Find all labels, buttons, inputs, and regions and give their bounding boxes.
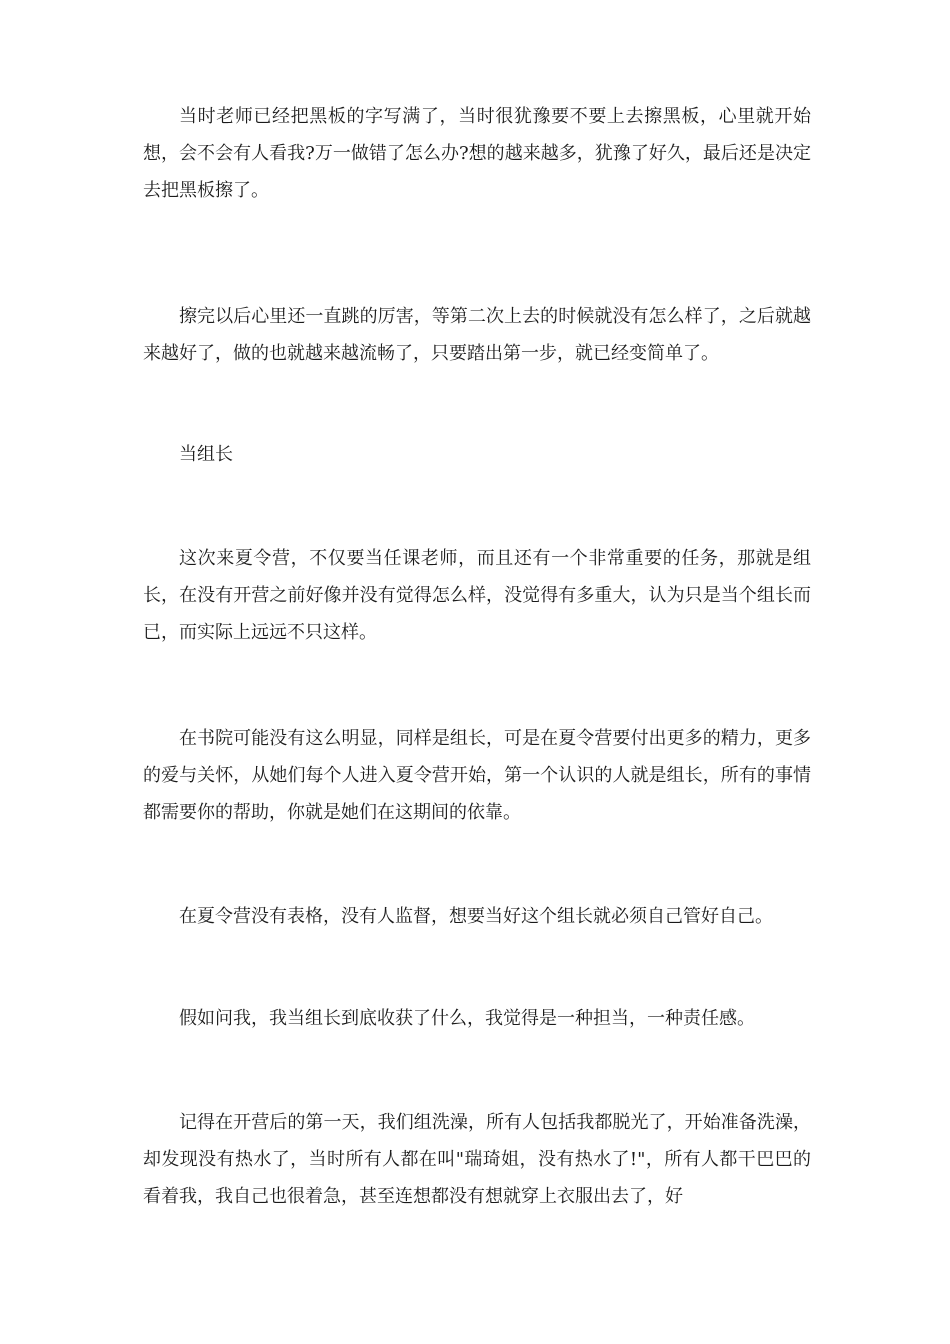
paragraph-self-management: 在夏令营没有表格，没有人监督，想要当好这个组长就必须自己管好自己。 [179,906,773,927]
paragraph-responsibility: 假如问我，我当组长到底收获了什么，我觉得是一种担当，一种责任感。 [179,1008,755,1029]
section-heading-group-leader: 当组长 [179,444,233,465]
paragraph-after-erasing: 擦完以后心里还一直跳的厉害，等第二次上去的时候就没有怎么样了，之后就越来越好了，做的也就越来越流畅了，只要踏出第一步，就已经变简单了。 [143,306,811,364]
paragraph-more-care: 在书院可能没有这么明显，同样是组长，可是在夏令营要付出更多的精力，更多的爱与关怀，从她们每个人进入夏令营开始，第一个认识的人就是组长，所有的事情都需要你的帮助，你就是她们在这期间的依靠。 [143,728,811,823]
paragraph-summer-camp-task: 这次来夏令营，不仅要当任课老师，而且还有一个非常重要的任务，那就是组长，在没有开营之前好像并没有觉得怎么样，没觉得有多重大，认为只是当个组长而已，而实际上远远不只这样。 [143,548,811,643]
paragraph-blackboard-hesitation: 当时老师已经把黑板的字写满了，当时很犹豫要不要上去擦黑板，心里就开始想，会不会有人看我?万一做错了怎么办?想的越来越多，犹豫了好久，最后还是决定去把黑板擦了。 [143,106,811,201]
paragraph-no-hot-water: 记得在开营后的第一天，我们组洗澡，所有人包括我都脱光了，开始准备洗澡，却发现没有热水了，当时所有人都在叫"瑞琦姐，没有热水了!"，所有人都干巴巴的看着我，我自己也很着急，甚至连想都没有想就穿上衣服出去了，好 [143,1112,811,1207]
